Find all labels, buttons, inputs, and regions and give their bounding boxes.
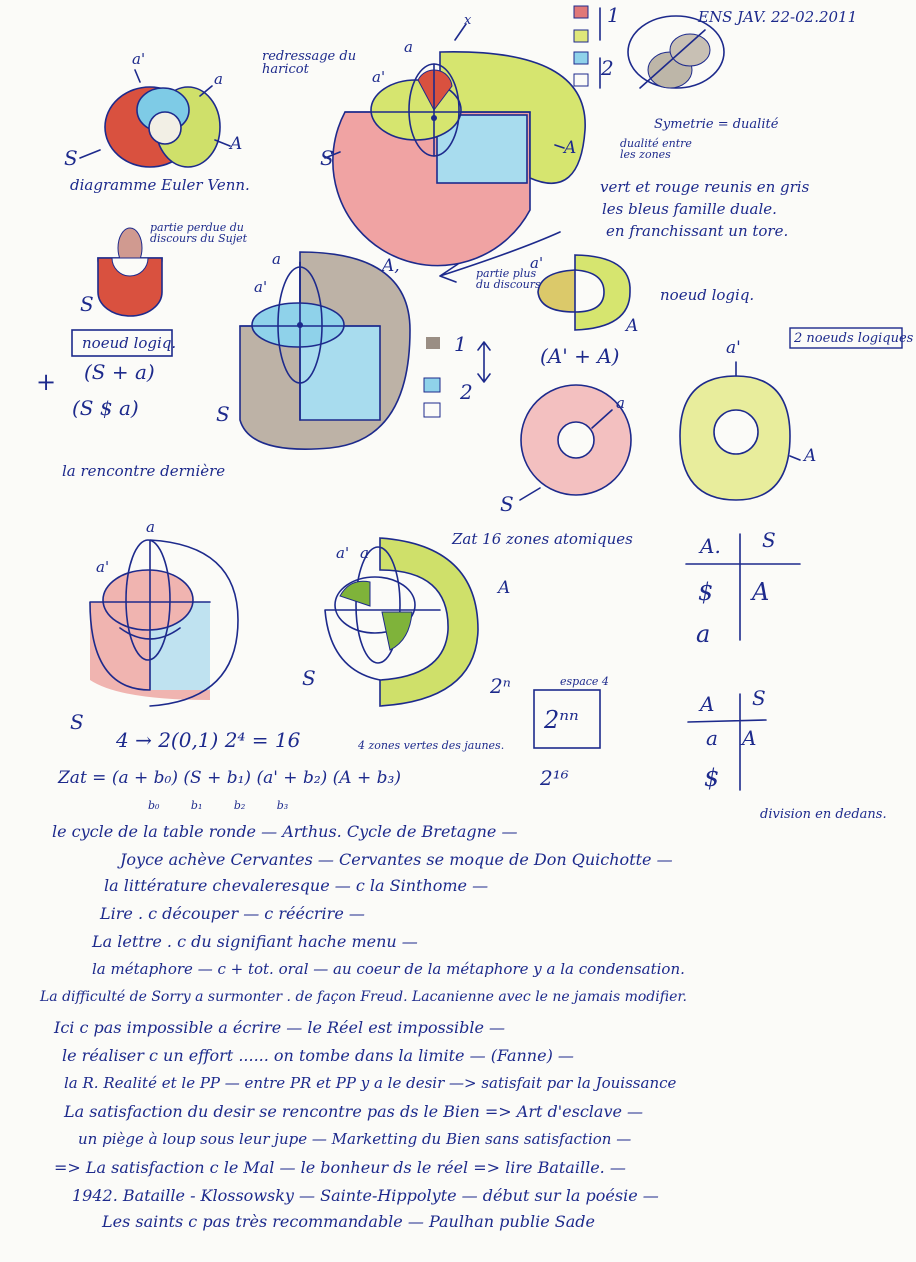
fig4-label-s: S bbox=[216, 402, 230, 426]
header-date: ENS JAV. 22-02.2011 bbox=[698, 8, 858, 26]
note-line: Les saints c pas très recommandable — Paulhan publie Sade bbox=[102, 1212, 595, 1231]
note-line: 1942. Bataille - Klossowsky — Sainte-Hippolyte — début sur la poésie — bbox=[72, 1186, 659, 1205]
note-line: Ici c pas impossible a écrire — le Réel est impossible — bbox=[54, 1018, 506, 1037]
table1-h1: A. bbox=[700, 534, 721, 558]
note-line: la métaphore — c + tot. oral — au coeur de la métaphore y a la condensation. bbox=[92, 960, 685, 978]
calc-two16: 2¹⁶ bbox=[540, 766, 569, 790]
note-line: => La satisfaction c le Mal — le bonheur ds le réel => lire Bataille. — bbox=[54, 1158, 626, 1177]
fig9-label-a-prime: a' bbox=[336, 544, 350, 562]
fig3-label-s: S bbox=[80, 292, 94, 316]
fig1-euler-venn bbox=[80, 70, 230, 167]
calc-line1: 4 → 2(0,1) 2⁴ = 16 bbox=[116, 728, 301, 752]
table2-h1: A bbox=[700, 692, 715, 716]
top-right-sketch bbox=[628, 16, 724, 88]
calc-box-formula: 2ⁿⁿ bbox=[544, 706, 579, 734]
fig1-caption: diagramme Euler Venn. bbox=[70, 176, 250, 194]
legend-two: 2 bbox=[601, 56, 614, 80]
top-right-sym: Symetrie = dualité bbox=[654, 117, 779, 132]
fig5-nl2: 2 noeuds logiques bbox=[794, 331, 914, 346]
fig4-label-big-a: A, bbox=[382, 256, 400, 276]
note-line: la littérature chevaleresque — c la Sinthome — bbox=[104, 876, 489, 895]
note-line: La difficulté de Sorry a surmonter . de façon Freud. Lacanienne avec le ne jamais modifier. bbox=[40, 989, 687, 1005]
note-line: le réaliser c un effort ...... on tombe dans la limite — (Fanne) — bbox=[62, 1046, 574, 1065]
fig6-label-s: S bbox=[500, 492, 514, 516]
calc-subs: b₀ b₁ b₂ b₃ bbox=[148, 799, 289, 812]
fig5-label-a-prime: a' bbox=[530, 254, 544, 272]
fig5-nl: noeud logiq. bbox=[660, 286, 755, 304]
fig7-yellow-torus bbox=[680, 362, 800, 500]
note-line: un piège à loup sous leur jupe — Marketting du Bien sans satisfaction — bbox=[78, 1130, 632, 1148]
side-note: division en dedans. bbox=[760, 807, 887, 822]
note-line: La satisfaction du desir se rencontre pas ds le Bien => Art d'esclave — bbox=[64, 1102, 644, 1121]
fig4-legend-one: 1 bbox=[454, 332, 467, 356]
fig2-label-s: S bbox=[320, 146, 334, 170]
fig3-note: partie perdue du discours du Sujet bbox=[150, 221, 248, 245]
fig4-big-torus bbox=[240, 252, 490, 449]
table2-r2c1: $ bbox=[704, 764, 720, 792]
table2-h2: S bbox=[752, 686, 766, 710]
fig6-label-a: a bbox=[616, 394, 625, 412]
fig8-torus-red-blue bbox=[90, 540, 238, 706]
fig9-label-big-a: A bbox=[498, 578, 511, 598]
fig3-nl: noeud logiq. bbox=[82, 334, 177, 352]
table1-r1c1: $ bbox=[698, 578, 714, 606]
note-line: le cycle de la table ronde — Arthus. Cycle de Bretagne — bbox=[52, 822, 518, 841]
fig2-label-x: x bbox=[464, 13, 472, 28]
fig7-label-a-prime: a' bbox=[726, 338, 741, 358]
fig8-label-a-prime: a' bbox=[96, 558, 110, 576]
fig4-legend-two: 2 bbox=[460, 380, 473, 404]
fig2-note: redressage du haricot bbox=[262, 49, 357, 77]
fig4-label-a-prime: a' bbox=[254, 278, 268, 296]
table1-r2c1: a bbox=[696, 620, 711, 648]
fig7-label-big-a: A bbox=[804, 446, 817, 466]
fig9-vertes: 4 zones vertes des jaunes. bbox=[358, 739, 505, 752]
calc-zat-formula: Zat = (a + b₀) (S + b₁) (a' + b₂) (A + b₃) bbox=[58, 768, 401, 788]
fig8-label-s: S bbox=[70, 710, 84, 734]
top-right-dualite: dualité entre les zones bbox=[620, 137, 692, 161]
fig5-note: partie plus du discours bbox=[476, 267, 541, 291]
top-right-franch: en franchissant un tore. bbox=[606, 222, 789, 240]
top-right-vert: vert et rouge reunis en gris bbox=[600, 178, 810, 196]
top-right-bleus: les bleus famille duale. bbox=[602, 200, 777, 218]
fig6-red-torus bbox=[520, 385, 631, 500]
note-line: Joyce achève Cervantes — Cervantes se moque de Don Quichotte — bbox=[120, 850, 673, 869]
fig3-f1: (S + a) bbox=[84, 360, 155, 384]
note-line: Lire . c découper — c réécrire — bbox=[100, 904, 365, 923]
fig2-label-a: a bbox=[404, 38, 413, 56]
legend-squares-top bbox=[574, 6, 600, 88]
fig1-label-a-prime: a' bbox=[132, 50, 146, 68]
table2-r1c2: A bbox=[742, 726, 757, 750]
fig2-redressage bbox=[325, 24, 585, 266]
table1-r1c2: A bbox=[752, 578, 770, 606]
fig3-f2: (S $ a) bbox=[72, 396, 139, 420]
fig2-label-a-prime: a' bbox=[372, 68, 386, 86]
fig9-label-a: a bbox=[360, 544, 369, 562]
calc-two-n: 2ⁿ bbox=[490, 674, 511, 698]
fig1-label-s: S bbox=[64, 146, 78, 170]
note-line: la R. Realité et le PP — entre PR et PP y a le desir —> satisfait par la Jouissance bbox=[64, 1074, 677, 1092]
table-lines bbox=[686, 534, 800, 790]
fig1-label-a: a bbox=[214, 70, 223, 88]
table1-h2: S bbox=[762, 528, 776, 552]
fig3-caption: la rencontre dernière bbox=[62, 462, 226, 480]
fig5-label-big-a: A bbox=[626, 316, 639, 336]
fig5-formula: (A' + A) bbox=[540, 344, 620, 368]
table2-r1c1: a bbox=[706, 726, 718, 750]
legend-one: 1 bbox=[607, 3, 620, 27]
calc-space: espace 4 bbox=[560, 675, 609, 688]
fig3-plus: + bbox=[36, 368, 57, 396]
fig9-label-s: S bbox=[302, 666, 316, 690]
fig9-zat: Zat 16 zones atomiques bbox=[452, 530, 633, 548]
fig4-label-a: a bbox=[272, 250, 281, 268]
note-line: La lettre . c du signifiant hache menu — bbox=[92, 932, 418, 951]
fig1-label-big-a: A bbox=[230, 134, 243, 154]
fig2-label-big-a: A bbox=[564, 138, 577, 158]
fig8-label-a: a bbox=[146, 518, 155, 536]
